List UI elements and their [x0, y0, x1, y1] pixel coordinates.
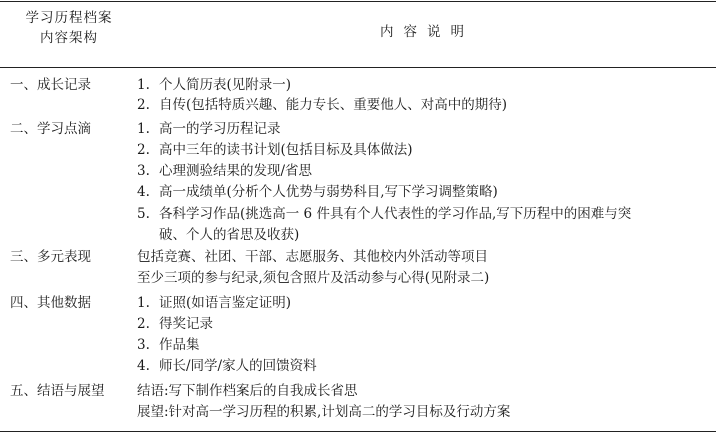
item-number: 2.	[137, 97, 150, 113]
list-item	[137, 355, 317, 377]
item-number: 4.	[137, 184, 150, 200]
item-number: 1.	[137, 121, 150, 137]
section-title-learning: 二、学习点滴	[10, 121, 91, 137]
list-item	[137, 292, 291, 314]
list-item	[137, 334, 200, 356]
table-top-rule	[0, 1, 716, 2]
item-text: 心理测验结果的发现/省思	[159, 163, 313, 179]
item-text: 包括竞赛、社团、干部、志愿服务、其他校内外活动等项目	[137, 249, 488, 265]
item-text: 高中三年的读书计划(包括目标及具体做法)	[159, 142, 413, 158]
item-text: 各科学习作品(挑选高一 6 件具有个人代表性的学习作品,写下历程中的困难与突	[159, 206, 632, 222]
section-title-growth: 一、成长记录	[10, 77, 91, 93]
item-text: 师长/同学/家人的回馈资料	[159, 358, 317, 374]
header-divider-rule	[0, 67, 716, 68]
item-number: 2.	[137, 142, 150, 158]
item-text: 个人简历表(见附录一)	[159, 77, 292, 93]
item-text: 高一成绩单(分析个人优势与弱势科目,写下学习调整策略)	[159, 184, 498, 200]
header-structure-line1: 学习历程档案	[25, 10, 113, 26]
header-structure-line2: 内容架构	[40, 30, 98, 46]
list-item	[137, 246, 488, 268]
item-text: 证照(如语言鉴定证明)	[159, 295, 292, 311]
item-text: 作品集	[159, 337, 200, 353]
item-text: 得奖记录	[159, 316, 213, 332]
list-item	[137, 160, 312, 182]
list-item	[137, 181, 498, 203]
item-number: 1.	[137, 295, 150, 311]
header-description: 内容说明	[380, 24, 474, 40]
item-text: 结语:写下制作档案后的自我成长省思	[137, 383, 358, 399]
list-item	[137, 139, 413, 161]
table-bottom-rule	[0, 431, 716, 432]
item-number: 3.	[137, 163, 150, 179]
item-number: 2.	[137, 316, 150, 332]
section-title-conclusion: 五、结语与展望	[10, 383, 105, 399]
header-structure	[0, 8, 138, 48]
section-title-other: 四、其他数据	[10, 295, 91, 311]
list-item	[137, 313, 213, 335]
list-item	[137, 94, 507, 116]
list-item	[137, 380, 358, 402]
list-item	[137, 401, 510, 423]
item-number: 1.	[137, 77, 150, 93]
item-text: 高一的学习历程记录	[159, 121, 281, 137]
list-item	[137, 267, 489, 289]
item-number: 3.	[137, 337, 150, 353]
item-number: 5.	[137, 206, 150, 222]
item-text: 至少三项的参与纪录,须包含照片及活动参与心得(见附录二)	[137, 270, 490, 286]
list-item-continuation	[159, 224, 299, 246]
list-item	[137, 74, 291, 96]
item-text: 自传(包括特质兴趣、能力专长、重要他人、对高中的期待)	[159, 97, 508, 113]
section-title-diverse: 三、多元表现	[10, 249, 91, 265]
item-text: 展望:针对高一学习历程的积累,计划高二的学习目标及行动方案	[137, 404, 511, 420]
list-item	[137, 118, 281, 140]
item-number: 4.	[137, 358, 150, 374]
list-item	[137, 203, 631, 225]
item-text: 破、个人的省思及收获)	[159, 227, 300, 243]
